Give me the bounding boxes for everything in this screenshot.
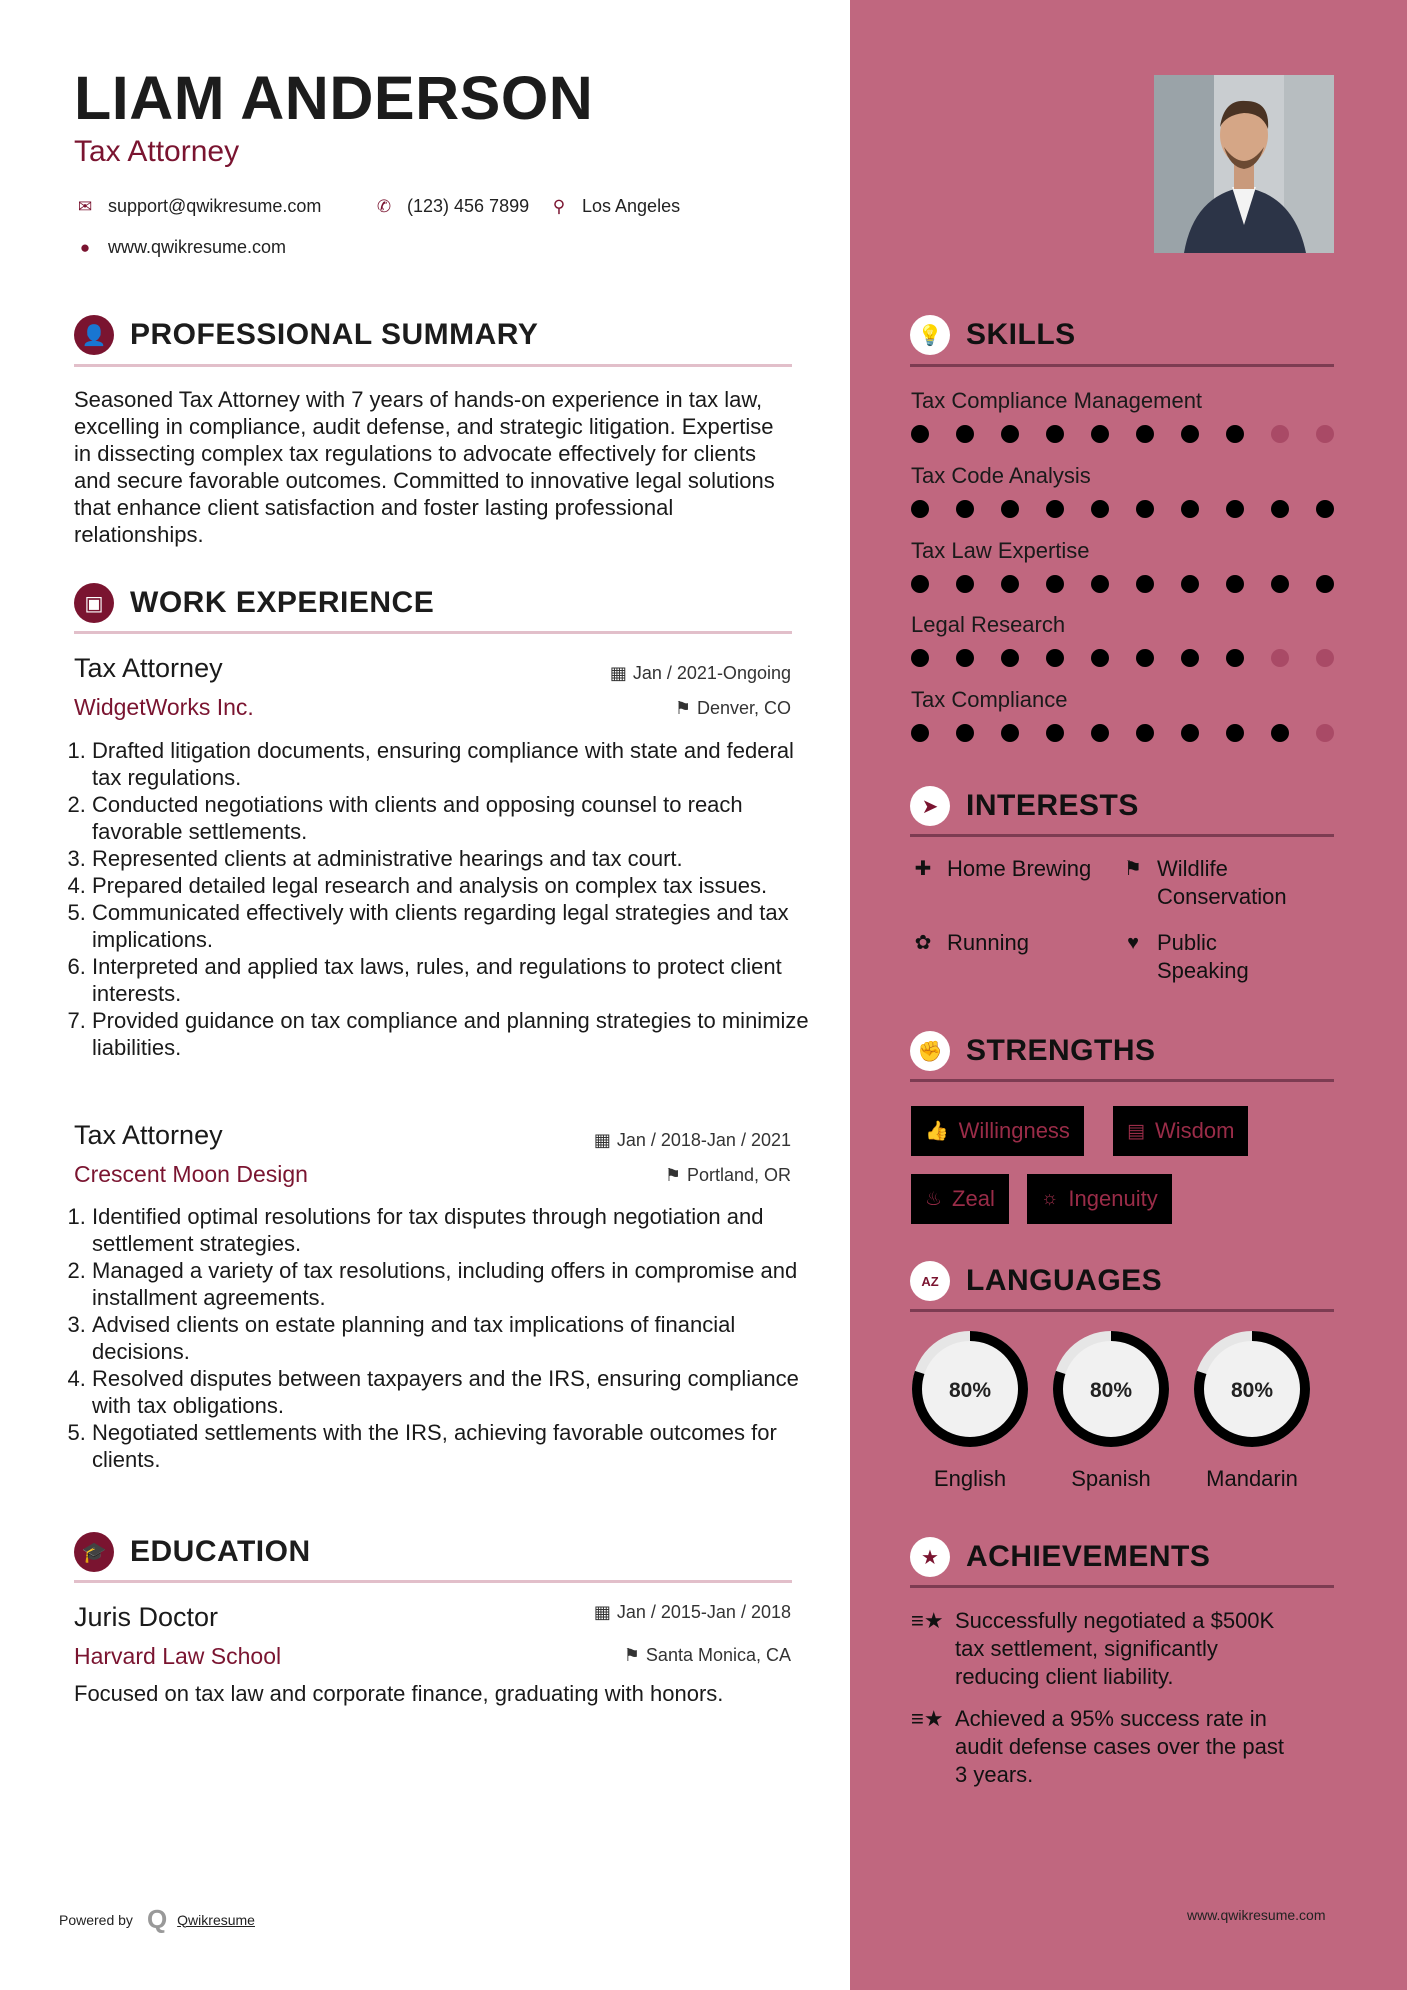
skills-divider: [910, 364, 1334, 367]
summary-divider: [74, 364, 792, 367]
summary-heading: 👤 PROFESSIONAL SUMMARY: [74, 315, 538, 355]
school-name: Harvard Law School: [74, 1643, 282, 1669]
job-location: ⚑ Portland, OR: [664, 1165, 791, 1185]
skill-dot: [1226, 575, 1244, 593]
paw-icon: ✿: [914, 932, 932, 954]
education-heading: 🎓 EDUCATION: [74, 1532, 311, 1572]
experience-heading: ▣ WORK EXPERIENCE: [74, 583, 434, 623]
duty-item: 5. Negotiated settlements with the IRS, achieving favorable outcomes for clients.: [92, 1419, 822, 1473]
strengths-heading: ✊ STRENGTHS: [910, 1031, 1156, 1071]
phone-text: (123) 456 7899: [407, 196, 530, 216]
skill-dot: [911, 724, 929, 742]
skill-dot: [1181, 649, 1199, 667]
skill-dot: [1091, 425, 1109, 443]
skill-dot: [1226, 649, 1244, 667]
skill-dot: [1271, 500, 1289, 518]
language-name: Mandarin: [1206, 1466, 1298, 1491]
chair-icon: ▣: [74, 583, 114, 623]
fist-icon: ✊: [910, 1031, 950, 1071]
skill-dot: [1046, 575, 1064, 593]
interest-item: ⚑ Wildlife Conservation: [1121, 855, 1287, 911]
lightbulb-icon: ☼: [1041, 1188, 1059, 1209]
skill-dot: [1316, 649, 1334, 667]
skill-dot: [1181, 500, 1199, 518]
skill-rating: [911, 724, 1361, 742]
summary-text: Seasoned Tax Attorney with 7 years of hands-on experience in tax law, excelling in compliance, audit defense, and strategic litigation. Expertise in dissecting complex tax regulations to advocate effectively for clients and secure favorable outcomes. Committed to innovative legal solutions that enhance client satisfaction and foster lasting professional relationships.: [74, 387, 775, 547]
skill-dot: [956, 425, 974, 443]
skill-dot: [1271, 575, 1289, 593]
achievements-divider: [910, 1585, 1334, 1588]
footer-site-link[interactable]: www.qwikresume.com: [1187, 1907, 1326, 1923]
skill-dot: [1136, 649, 1154, 667]
job-location: ⚑ Denver, CO: [674, 698, 791, 718]
duty-item: 2. Conducted negotiations with clients and opposing counsel to reach favorable settlements.: [92, 791, 822, 845]
skill-dot: [1001, 649, 1019, 667]
skill-dot: [1316, 425, 1334, 443]
education-divider: [74, 1580, 792, 1583]
star-icon: ★: [910, 1537, 950, 1577]
skill-name: Legal Research: [911, 612, 1066, 637]
website-text: www.qwikresume.com: [108, 237, 287, 257]
education-location: ⚑ Santa Monica, CA: [623, 1645, 791, 1665]
skill-dot: [1091, 649, 1109, 667]
job-title: Tax Attorney: [74, 1120, 223, 1150]
skill-rating: [911, 425, 1361, 443]
skill-name: Tax Compliance Management: [911, 388, 1203, 413]
skill-dot: [1316, 500, 1334, 518]
skill-dot: [1046, 500, 1064, 518]
skill-dot: [1091, 500, 1109, 518]
duty-item: 6. Interpreted and applied tax laws, rules, and regulations to protect client interests.: [92, 953, 822, 1007]
qwikresume-logo-icon: Q: [146, 1904, 168, 1934]
strength-tag: ▤ Wisdom: [1113, 1106, 1248, 1156]
skill-rating: [911, 649, 1361, 667]
sidebar-background: [850, 0, 1407, 1990]
user-icon: 👤: [74, 315, 114, 355]
skill-dot: [1181, 425, 1199, 443]
language-percent: 80%: [1230, 1379, 1274, 1402]
contact-email[interactable]: [74, 197, 321, 215]
paper-plane-icon: ➤: [910, 786, 950, 826]
skill-dot: [956, 649, 974, 667]
shooting-star-icon: ≡★: [911, 1608, 944, 1633]
brand-link[interactable]: Qwikresume: [177, 1911, 255, 1928]
skill-dot: [1001, 724, 1019, 742]
skill-dot: [1271, 425, 1289, 443]
skill-dot: [1316, 724, 1334, 742]
interests-divider: [910, 834, 1334, 837]
book-icon: ▤: [1127, 1120, 1145, 1142]
calendar-icon: ▦: [593, 1130, 611, 1150]
language-ring: [910, 1329, 1030, 1449]
pushpin-icon: ⚑: [674, 698, 691, 718]
skill-rating: [911, 575, 1361, 593]
candidate-name: LIAM ANDERSON: [74, 64, 594, 132]
strength-tag: ☼ Ingenuity: [1027, 1174, 1172, 1224]
skill-name: Tax Law Expertise: [911, 538, 1090, 563]
job-duties: [74, 1203, 822, 1473]
contact-website[interactable]: [74, 238, 286, 256]
duty-item: 3. Advised clients on estate planning and tax implications of financial decisions.: [92, 1311, 822, 1365]
language-name: English: [933, 1466, 1007, 1491]
skill-dot: [956, 500, 974, 518]
envelope-icon: ✉: [77, 196, 93, 216]
education-description: Focused on tax law and corporate finance, graduating with honors.: [74, 1681, 724, 1706]
shooting-star-icon: ≡★: [911, 1706, 944, 1731]
strength-tag: ♨ Zeal: [911, 1174, 1009, 1224]
skill-dot: [1136, 724, 1154, 742]
strength-tag: 👍 Willingness: [911, 1106, 1084, 1156]
pushpin-icon: ⚑: [623, 1645, 640, 1665]
flag-icon: ⚑: [1124, 858, 1142, 880]
education-dates: ▦ Jan / 2015-Jan / 2018: [593, 1602, 791, 1622]
skill-dot: [1136, 425, 1154, 443]
skill-dot: [1271, 724, 1289, 742]
skill-rating: [911, 500, 1361, 518]
map-pin-icon: ⚲: [552, 196, 566, 216]
job-company: WidgetWorks Inc.: [74, 694, 254, 720]
skill-dot: [1181, 575, 1199, 593]
email-text: support@qwikresume.com: [108, 196, 322, 216]
skill-dot: [1091, 724, 1109, 742]
skill-dot: [1226, 500, 1244, 518]
skill-dot: [1226, 425, 1244, 443]
heartbeat-icon: ♥: [1127, 932, 1139, 954]
skill-dot: [911, 575, 929, 593]
globe-icon: ●: [79, 237, 91, 257]
skill-dot: [1181, 724, 1199, 742]
pushpin-icon: ⚑: [664, 1165, 681, 1185]
skill-dot: [1001, 575, 1019, 593]
candidate-role: Tax Attorney: [74, 135, 240, 168]
duty-item: 3. Represented clients at administrative hearings and tax court.: [92, 845, 822, 872]
location-text: Los Angeles: [582, 196, 681, 216]
achievement-item: ≡★ Achieved a 95% success rate in audit defense cases over the past 3 years.: [911, 1706, 1284, 1787]
skill-dot: [1136, 575, 1154, 593]
duty-item: 1. Drafted litigation documents, ensuring compliance with state and federal tax regulations.: [92, 737, 822, 791]
calendar-icon: ▦: [593, 1602, 611, 1622]
experience-divider: [74, 631, 792, 634]
contact-phone[interactable]: [373, 197, 529, 215]
language-ring: [1192, 1329, 1312, 1449]
skill-dot: [1001, 425, 1019, 443]
duty-item: 2. Managed a variety of tax resolutions, including offers in compromise and installment agreements.: [92, 1257, 822, 1311]
graduate-icon: 🎓: [74, 1532, 114, 1572]
phone-icon: ✆: [376, 196, 392, 216]
skill-dot: [911, 425, 929, 443]
footer-powered-by: Powered by Q Qwikresume: [59, 1904, 255, 1934]
skill-dot: [956, 724, 974, 742]
puzzle-icon: ✚: [914, 858, 932, 880]
interests-heading: ➤ INTERESTS: [910, 786, 1139, 826]
skill-dot: [1046, 649, 1064, 667]
skill-dot: [911, 500, 929, 518]
degree-title: Juris Doctor: [74, 1602, 219, 1632]
language-percent: 80%: [948, 1379, 992, 1402]
skill-dot: [1046, 724, 1064, 742]
duty-item: 7. Provided guidance on tax compliance and planning strategies to minimize liabilities.: [92, 1007, 822, 1061]
job-title: Tax Attorney: [74, 653, 223, 683]
thumbs-up-icon: 👍: [925, 1121, 949, 1142]
skill-dot: [1226, 724, 1244, 742]
duty-item: 5. Communicated effectively with clients regarding legal strategies and tax implications.: [92, 899, 822, 953]
skill-name: Tax Compliance: [911, 687, 1068, 712]
skill-dot: [1316, 575, 1334, 593]
job-dates: ▦ Jan / 2018-Jan / 2021: [593, 1130, 791, 1150]
skill-dot: [1091, 575, 1109, 593]
skill-dot: [1136, 500, 1154, 518]
skill-dot: [911, 649, 929, 667]
job-duties: [74, 737, 822, 1061]
language-percent: 80%: [1089, 1379, 1133, 1402]
achievement-item: ≡★ Successfully negotiated a $500K tax settlement, significantly reducing client liability.: [911, 1608, 1275, 1689]
lightbulb-icon: 💡: [910, 315, 950, 355]
duty-item: 4. Prepared detailed legal research and analysis on complex tax issues.: [92, 872, 822, 899]
contact-location: [548, 197, 680, 215]
skill-dot: [1271, 649, 1289, 667]
profile-photo: [1154, 75, 1334, 253]
skill-dot: [1001, 500, 1019, 518]
language-name: Spanish: [1071, 1466, 1151, 1491]
strengths-divider: [910, 1079, 1334, 1082]
calendar-icon: ▦: [609, 663, 627, 683]
skill-dot: [956, 575, 974, 593]
language-ring: [1051, 1329, 1171, 1449]
skills-heading: 💡 SKILLS: [910, 315, 1076, 355]
job-dates: ▦ Jan / 2021-Ongoing: [609, 663, 791, 683]
skill-dot: [1046, 425, 1064, 443]
interest-item: ♥ Public Speaking: [1121, 929, 1249, 985]
duty-item: 4. Resolved disputes between taxpayers and the IRS, ensuring compliance with tax obligations.: [92, 1365, 822, 1419]
duty-item: 1. Identified optimal resolutions for tax disputes through negotiation and settlement strategies.: [92, 1203, 822, 1257]
interest-item: ✿ Running: [911, 929, 1029, 957]
achievements-heading: ★ ACHIEVEMENTS: [910, 1537, 1210, 1577]
fire-icon: ♨: [925, 1188, 943, 1210]
languages-divider: [910, 1309, 1334, 1312]
languages-heading: AZ LANGUAGES: [910, 1261, 1162, 1301]
job-company: Crescent Moon Design: [74, 1161, 308, 1187]
translate-icon: AZ: [910, 1261, 950, 1301]
interest-item: ✚ Home Brewing: [911, 855, 1091, 883]
skill-name: Tax Code Analysis: [911, 463, 1091, 488]
